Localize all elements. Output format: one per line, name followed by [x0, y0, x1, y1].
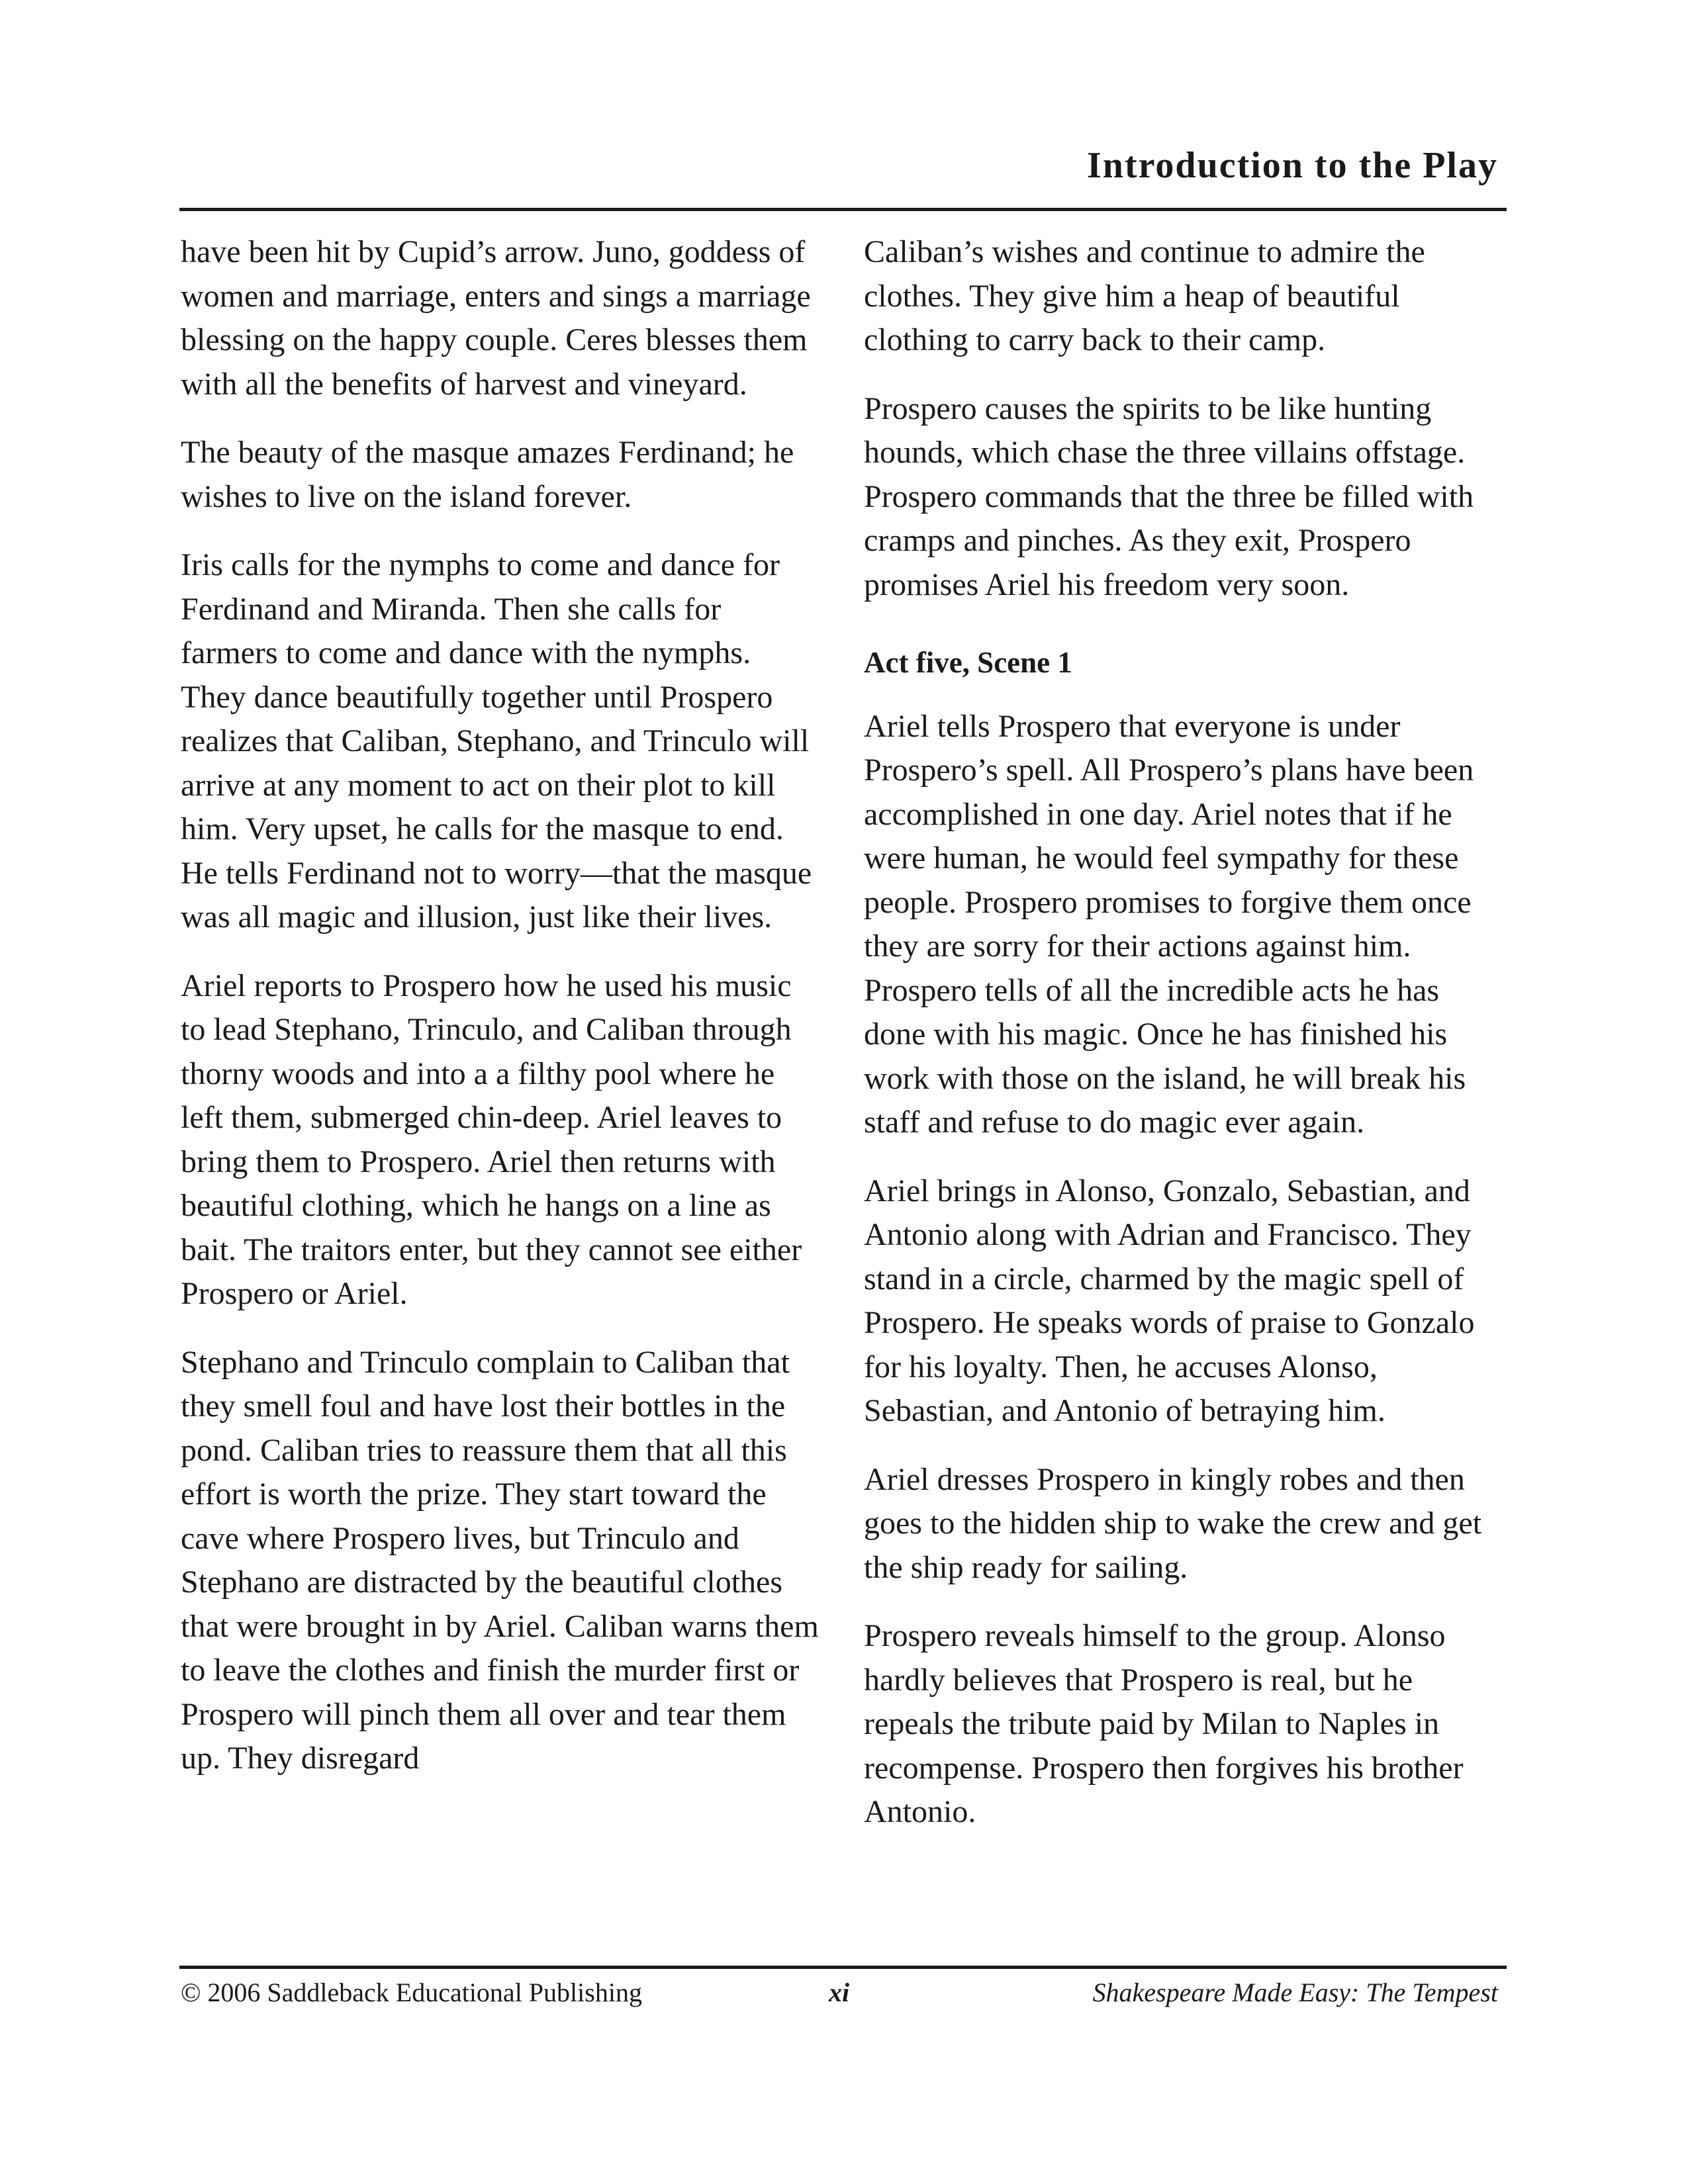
footer-copyright: © 2006 Saddleback Educational Publishing — [181, 1978, 642, 2007]
header-rule — [179, 208, 1507, 211]
paragraph: Ariel dresses Prospero in kingly robes and then goes to the hidden ship to wake the crew and get the ship ready for sailing. — [864, 1461, 1482, 1585]
right-column — [864, 230, 1506, 1859]
paragraph: Caliban’s wishes and continue to admire the clothes. They give him a heap of beautiful clothing to carry back to their camp. — [864, 234, 1425, 357]
paragraph: Stephano and Trinculo complain to Caliban that they smell foul and have lost their bottles in the pond. Caliban tries to reassure them that all this effort is worth the prize. They start toward the cave where Prospero lives, but Trinculo and Stephano are distracted by the beautiful clothes that were brought in by Ariel. Caliban warns them to leave the clothes and finish the murder first or Prospero will pinch them all over and tear them up. They disregard — [181, 1344, 819, 1776]
footer-book-title: Shakespeare Made Easy: The Tempest — [1092, 1978, 1498, 2007]
footer-rule — [179, 1966, 1507, 1969]
footer-page-number: xi — [829, 1978, 850, 2007]
paragraph: Prospero causes the spirits to be like hunting hounds, which chase the three villains offstage. Prospero commands that the three be filled with cramps and pinches. As they exit, Prospero promises Ariel his freedom very soon. — [864, 390, 1474, 602]
page-header-title: Introduction to the Play — [1087, 145, 1498, 186]
paragraph: Ariel tells Prospero that everyone is under Prospero’s spell. All Prospero’s plans have been accomplished in one day. Ariel notes that if he were human, he would feel sympathy for these people. Prospero promises to forgive them once they are sorry for their actions against him. Prospero tells of all the incredible acts he has done with his magic. Once he has finished his work with those on the island, he will break his staff and refuse to do magic ever again. — [864, 708, 1474, 1140]
paragraph: Prospero reveals himself to the group. Alonso hardly believes that Prospero is real, but he repeals the tribute paid by Milan to Naples in recompense. Prospero then forgives his brother Antonio. — [864, 1618, 1464, 1829]
section-heading: Act five, Scene 1 — [864, 646, 1072, 679]
paragraph: have been hit by Cupid’s arrow. Juno, goddess of women and marriage, enters and sings a marriage blessing on the happy couple. Ceres blesses them with all the benefits of harvest and vineyard. — [181, 234, 811, 402]
paragraph: The beauty of the masque amazes Ferdinand; he wishes to live on the island forever. — [181, 435, 794, 514]
left-column — [181, 230, 823, 1805]
paragraph: Ariel reports to Prospero how he used his music to lead Stephano, Trinculo, and Caliban through thorny woods and into a a filthy pool where he left them, submerged chin-deep. Ariel leaves to bring them to Prospero. Ariel then returns with beautiful clothing, which he hangs on a line as bait. The traitors enter, but they cannot see either Prospero or Ariel. — [181, 968, 802, 1311]
paragraph: Ariel brings in Alonso, Gonzalo, Sebastian, and Antonio along with Adrian and Francisco. They stand in a circle, charmed by the magic spell of Prospero. He speaks words of praise to Gonzalo for his loyalty. Then, he accuses Alonso, Sebastian, and Antonio of betraying him. — [864, 1173, 1475, 1428]
paragraph: Iris calls for the nymphs to come and dance for Ferdinand and Miranda. Then she calls for farmers to come and dance with the nymphs. They dance beautifully together until Prospero realizes that Caliban, Stephano, and Trinculo will arrive at any moment to act on their plot to kill him. Very upset, he calls for the masque to end. He tells Ferdinand not to worry—that the masque was all magic and illusion, just like their lives. — [181, 547, 812, 934]
